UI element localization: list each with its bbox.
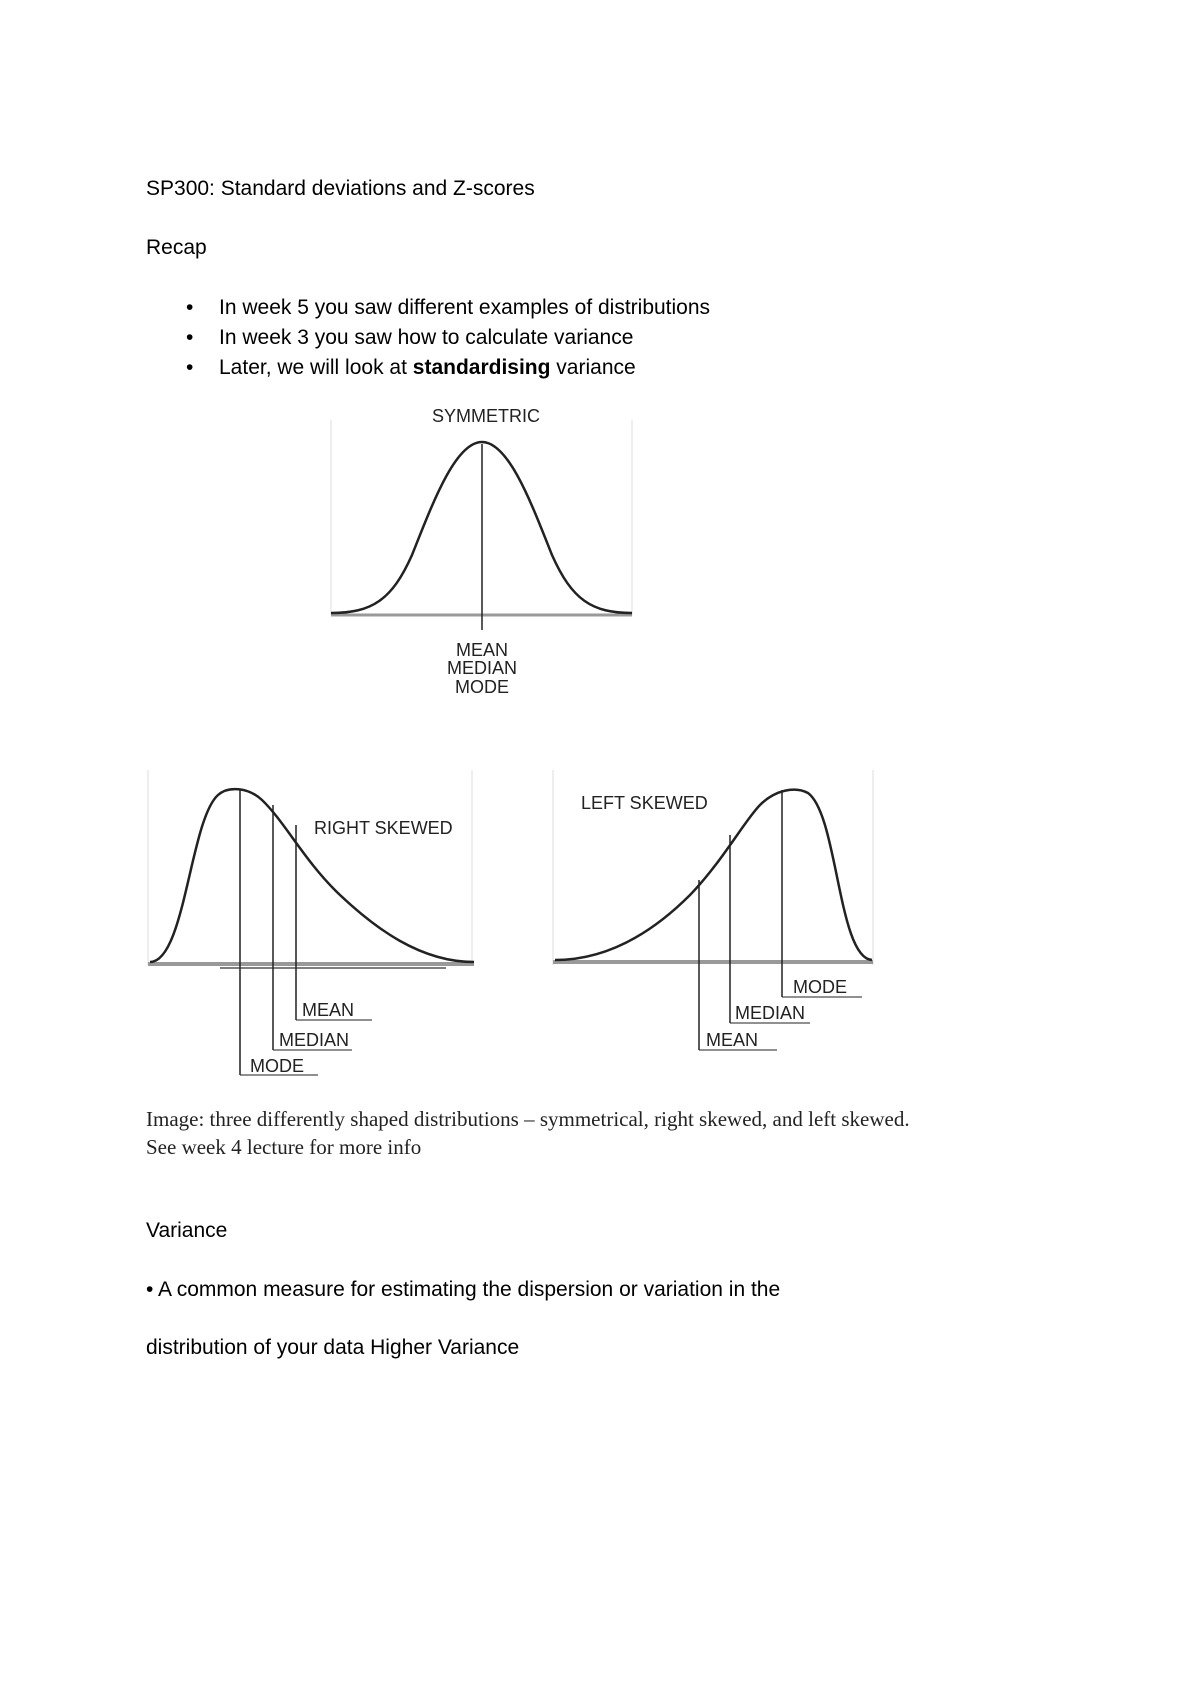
symmetric-title: SYMMETRIC [432, 406, 540, 426]
list-item: • Later, we will look at standardising variance [146, 353, 710, 383]
symmetric-mode-label: MODE [455, 677, 509, 697]
left-skewed-mode-label: MODE [793, 977, 847, 997]
right-skewed-mode-label: MODE [250, 1056, 304, 1076]
page-title: SP300: Standard deviations and Z-scores [146, 177, 535, 200]
left-skewed-title: LEFT SKEWED [581, 793, 708, 813]
variance-heading: Variance [146, 1219, 228, 1242]
list-item: • In week 3 you saw how to calculate variance [146, 323, 710, 353]
right-skewed-mean-label: MEAN [302, 1000, 355, 1020]
recap-heading: Recap [146, 236, 207, 259]
left-skewed-mean-label: MEAN [706, 1030, 759, 1050]
right-skewed-median-label: MEDIAN [279, 1030, 350, 1050]
left-skewed-curve [555, 790, 872, 960]
figure-caption [146, 1105, 910, 1161]
bullet-icon: • [186, 326, 194, 349]
variance-text-line-2: distribution of your data Higher Variance [146, 1336, 520, 1359]
bullet-icon: • [186, 356, 194, 379]
bullet-icon: • [186, 296, 194, 319]
symmetric-mean-label: MEAN [455, 640, 509, 660]
list-item: • In week 5 you saw different examples of distributions [146, 293, 710, 323]
variance-text-line-1: • A common measure for estimating the dispersion or variation in the [146, 1278, 781, 1301]
caption-line-2: See week 4 lecture for more info [146, 1135, 422, 1159]
caption-line-1: Image: three differently shaped distributions – symmetrical, right skewed, and left skewed. [146, 1107, 910, 1131]
symmetric-median-label: MEDIAN [446, 658, 518, 678]
left-skewed-median-label: MEDIAN [735, 1003, 806, 1023]
right-skewed-title: RIGHT SKEWED [314, 818, 453, 838]
emphasis-standardising: standardising [412, 356, 551, 379]
